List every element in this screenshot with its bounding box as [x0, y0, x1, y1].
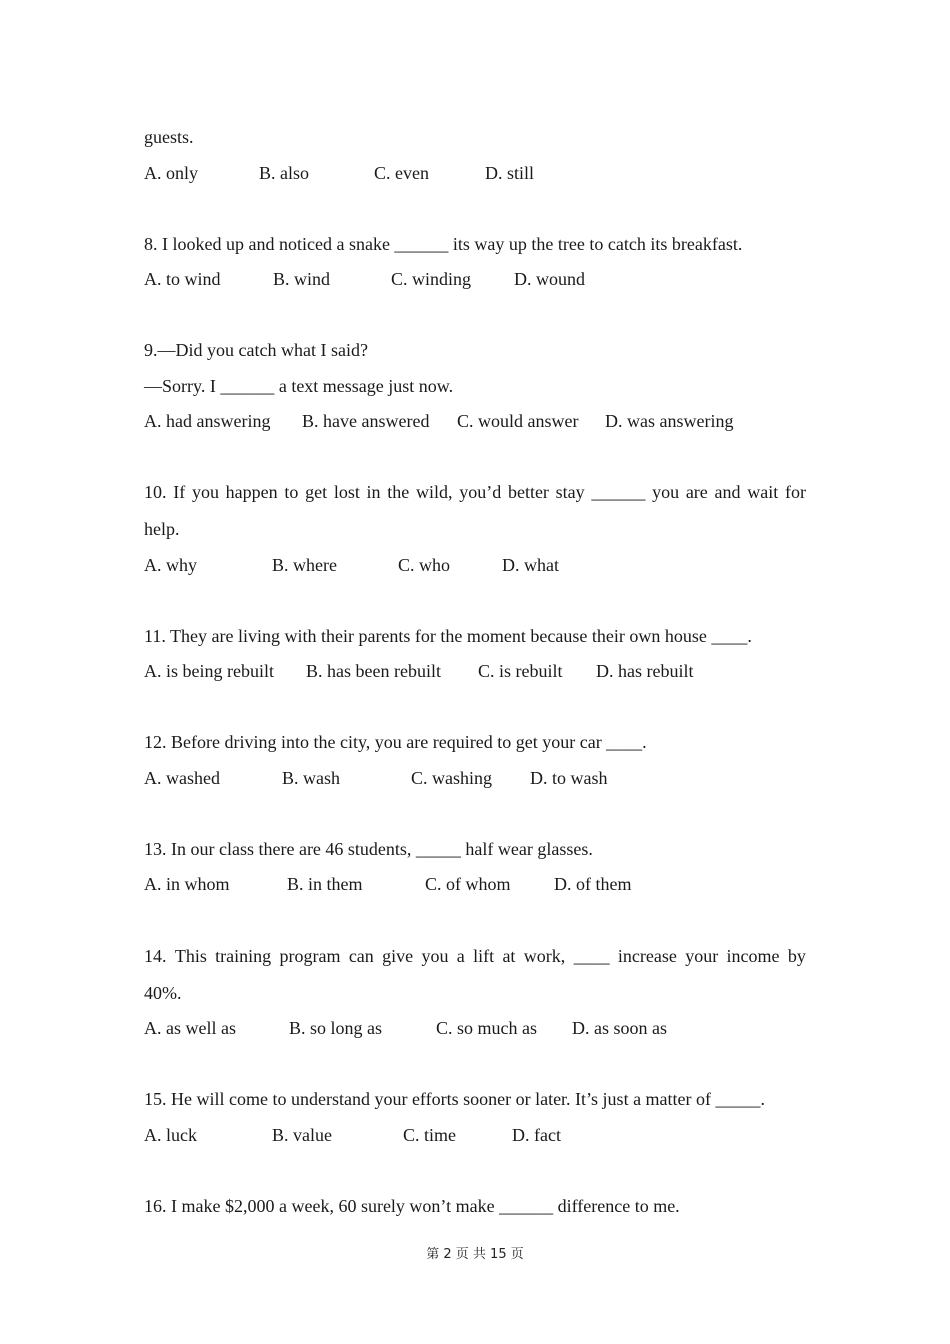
- question-16-stem: 16. I make $2,000 a week, 60 surely won’t make ______ difference to me.: [144, 1196, 680, 1216]
- question-14-word: a: [456, 946, 465, 966]
- question-14-word: training: [215, 946, 272, 966]
- question-8-option-a: A. to wind: [144, 269, 221, 289]
- question-14-word: increase: [617, 946, 677, 966]
- question-15-option-b: B. value: [272, 1125, 332, 1145]
- question-10-option-b: B. where: [272, 555, 337, 575]
- question-10-stem: [144, 481, 806, 503]
- question-15-stem: 15. He will come to understand your efforts sooner or later. It’s just a matter of _____.: [144, 1089, 766, 1109]
- question-15-option-d: D. fact: [512, 1125, 561, 1145]
- question-8-option-b: B. wind: [273, 269, 331, 289]
- question-10-word: lost: [333, 482, 360, 502]
- question-10-word: stay: [555, 482, 585, 502]
- question-12-option-a: A. washed: [144, 768, 220, 788]
- question-14-word: This: [174, 946, 207, 966]
- question-10-word: wait: [747, 482, 779, 502]
- question-10-word: you’d: [459, 482, 502, 502]
- question-10-blank: ______: [591, 482, 646, 502]
- question-14-option-a: A. as well as: [144, 1018, 236, 1038]
- question-7-option-d: D. still: [485, 163, 535, 183]
- question-14-blank: ____: [573, 946, 610, 966]
- question-14-word: by: [787, 946, 806, 966]
- question-12-option-d: D. to wash: [530, 768, 608, 788]
- question-12-stem: 12. Before driving into the city, you are required to get your car ____.: [144, 732, 647, 752]
- question-14-word: program: [279, 946, 341, 966]
- question-13-option-d: D. of them: [554, 874, 632, 894]
- question-13-option-a: A. in whom: [144, 874, 230, 894]
- question-9-option-b: B. have answered: [302, 411, 430, 431]
- question-14-word: your: [685, 946, 719, 966]
- question-12-option-c: C. washing: [411, 768, 492, 788]
- question-14-word: at: [502, 946, 516, 966]
- question-14-stem-continuation: 40%.: [144, 983, 182, 1003]
- question-12-option-b: B. wash: [282, 768, 340, 788]
- question-11-option-c: C. is rebuilt: [478, 661, 563, 681]
- question-14-option-b: B. so long as: [289, 1018, 383, 1038]
- question-10-word: get: [305, 482, 328, 502]
- question-15-option-c: C. time: [403, 1125, 456, 1145]
- question-9-stem: 9.—Did you catch what I said?: [144, 340, 368, 360]
- question-10-word: the: [387, 482, 410, 502]
- question-14-stem: [144, 945, 806, 967]
- question-10-word: in: [366, 482, 381, 502]
- question-13-stem: 13. In our class there are 46 students, _____ half wear glasses.: [144, 839, 593, 859]
- question-8-stem: 8. I looked up and noticed a snake ______ its way up the tree to catch its breakfast.: [144, 234, 743, 254]
- question-14-word: give: [382, 946, 414, 966]
- question-8-option-c: C. winding: [391, 269, 472, 289]
- question-10-option-d: D. what: [502, 555, 559, 575]
- question-14-word: work,: [523, 946, 566, 966]
- question-10-word: wild,: [416, 482, 453, 502]
- question-9-option-c: C. would answer: [457, 411, 579, 431]
- question-10-option-c: C. who: [398, 555, 451, 575]
- question-8-option-d: D. wound: [514, 269, 585, 289]
- question-13-option-b: B. in them: [287, 874, 363, 894]
- question-10-word: for: [784, 482, 806, 502]
- question-10-word: happen: [225, 482, 278, 502]
- question-14-word: income: [726, 946, 780, 966]
- question-14-word: you: [421, 946, 449, 966]
- question-10-word: to: [284, 482, 299, 502]
- question-11-option-d: D. has rebuilt: [596, 661, 694, 681]
- question-10-word: are: [685, 482, 708, 502]
- question-9-stem-reply: —Sorry. I ______ a text message just now.: [144, 376, 454, 396]
- question-14-option-d: D. as soon as: [572, 1018, 667, 1038]
- question-7-option-b: B. also: [259, 163, 310, 183]
- question-10-word: you: [191, 482, 219, 502]
- question-7-option-a: A. only: [144, 163, 198, 183]
- question-10-word: 10.: [144, 482, 167, 502]
- question-9-option-d: D. was answering: [605, 411, 734, 431]
- question-10-word: you: [652, 482, 680, 502]
- page-footer: 第 2 页 共 15 页: [426, 1247, 524, 1262]
- question-10-word: and: [714, 482, 741, 502]
- question-9-option-a: A. had answering: [144, 411, 271, 431]
- question-10-word: better: [507, 482, 549, 502]
- question-14-word: can: [348, 946, 374, 966]
- question-14-word: lift: [473, 946, 495, 966]
- question-11-option-a: A. is being rebuilt: [144, 661, 274, 681]
- question-14-word: 14.: [144, 946, 167, 966]
- question-7-continuation: guests.: [144, 127, 194, 147]
- question-7-option-c: C. even: [374, 163, 429, 183]
- question-11-stem: 11. They are living with their parents for the moment because their own house ____.: [144, 626, 752, 646]
- question-10-stem-continuation: help.: [144, 519, 180, 539]
- question-13-option-c: C. of whom: [425, 874, 511, 894]
- question-10-option-a: A. why: [144, 555, 197, 575]
- question-14-option-c: C. so much as: [436, 1018, 537, 1038]
- question-15-option-a: A. luck: [144, 1125, 197, 1145]
- question-10-word: If: [173, 482, 186, 502]
- question-11-option-b: B. has been rebuilt: [306, 661, 441, 681]
